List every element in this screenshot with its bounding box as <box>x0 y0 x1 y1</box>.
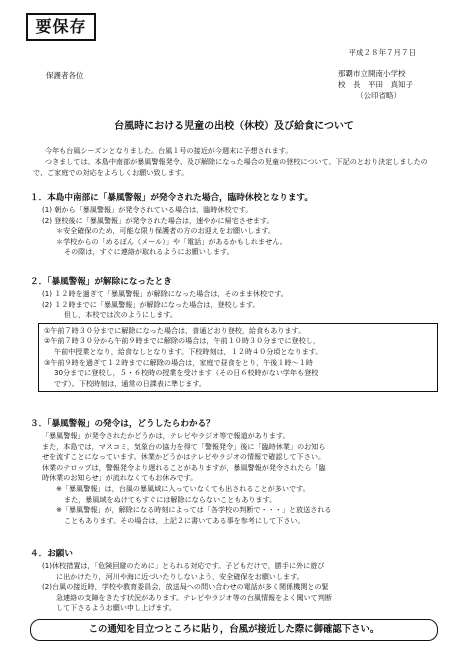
box-line: 30分までに登校し，５・６校時の授業を受けます（その日６校時がない学年も登校 <box>54 368 319 378</box>
section-3-heading: ３．「暴風警報」の発令は，どうしたらわかる？ <box>30 419 215 429</box>
s3-line: 休業のテロップは，警報発令より遅れることがありますが，暴風警報が発令されたら「臨 <box>42 462 326 472</box>
section-3 <box>30 418 440 526</box>
section-2 <box>30 276 440 392</box>
section-1-heading: １．本島中南部に「暴風警報」が発令された場合，臨時休校となります。 <box>30 193 313 203</box>
release-time-box <box>38 323 438 393</box>
box-line: 午前中授業となり，給食なしとなります。下校時刻は，１２時４０分頃となります。 <box>54 346 323 356</box>
s4-line: に出かけたり，河川や海に近づいたりしないよう，安全確保をお願いします。 <box>56 571 304 581</box>
keep-stamp: 要保存 <box>26 13 96 41</box>
s3-line: 「暴風警報」が発令されたかどうかは，テレビやラジオ等で報道があります。 <box>42 431 290 440</box>
principal-name: 校 長 平田 真知子 <box>338 80 413 89</box>
box-line: ②午前７時３０分から午前９時までに解除の場合は，午前１０時３０分までに登校し， <box>44 336 320 346</box>
box-line: ①午前７時３０分までに解除になった場合は，普通どおり登校，給食もあります。 <box>44 325 306 335</box>
s2-item-1: (1) １２時を過ぎて「暴風警報」が解除になった場合は，そのまま休校です。 <box>42 289 288 298</box>
box-line: です）。下校時刻は，通常の日課表に準じます。 <box>54 378 206 388</box>
s1-note: その際は，すぐに連絡が取れるようにお願いします。 <box>64 247 234 257</box>
s3-line: 時休業のお知らせ」が流れなくてもお休みです。 <box>42 473 198 483</box>
s2-item-2: (2) １２時までに「暴風警報」が解除になった場合は，登校します。 <box>42 299 260 309</box>
s3-line: せを流すことになっています。休業かどうかはテレビやラジオの情報で確認して下さい。 <box>42 452 326 462</box>
document-title: 台風時における児童の出校（休校）及び給食について <box>114 121 354 132</box>
s1-item-2: (2) 登校後に「暴風警報」が発令された場合は，速やかに帰宅させます。 <box>42 215 274 225</box>
section-2-heading: ２．「暴風警報」が解除になったとき <box>30 277 172 287</box>
s3-note: ※「暴風警報」は，台風の暴風域に入っていなくても出されることが多いです。 <box>56 483 310 493</box>
recipient: 保護者各位 <box>46 71 84 80</box>
issue-date: 平成２８年７月７日 <box>348 48 416 57</box>
s3-note: こともあります。その場合は，上記２に書いてある事を参考にして下さい。 <box>64 515 305 525</box>
s3-note: また，暴風域をぬけてもすぐには解除にならないこともあります。 <box>64 494 277 504</box>
s1-note: ＊学校からの「めるぽん（メール）」や「電話」があるかもしれません。 <box>56 236 287 246</box>
s4-line: して下さるようお願い申し上げます。 <box>56 603 177 613</box>
s4-line: (2)台風の接近時，学校や教育委員会，放送局への問い合わせの電話が多く関係機関との緊 <box>42 582 329 592</box>
s4-line: (1)休校措置は，「危険回避のために」とられる対応です。子どもだけで，勝手に外に遊び <box>42 561 325 570</box>
s2-item-2-note: 但し，本校では次のようにします。 <box>64 310 177 320</box>
section-1 <box>30 192 440 258</box>
school-name: 那覇市立開南小学校 <box>338 69 406 78</box>
seal-note: （公印省略） <box>356 91 401 100</box>
s3-line: また，本島では，マスコミ，気象台の協力を得て「警報発令」後に「臨時休業」のお知ら <box>42 441 326 451</box>
s3-note: ※「暴風警報」が，解除になる時刻によっては「各学校の判断で・・・」と放送される <box>56 505 332 515</box>
box-line: ③午前９時を過ぎて１２時までに解除の場合は，家庭で昼食をとり，午後１時～１時 <box>44 357 313 367</box>
s1-item-1: (1) 朝から「暴風警報」が発令されている場合は，臨時休校です。 <box>42 205 253 214</box>
footer-notice: この通知を目立つところに貼り，台風が接近した際に御確認下さい。 <box>30 619 438 641</box>
s1-note: ＊安全確保のため，可能な限り保護者の方のお迎えをお願いします。 <box>56 226 276 236</box>
intro-line: 今年も台風シーズンとなりました。台風１号の接近が今週末に予想されます。 <box>45 146 293 155</box>
section-4-heading: ４．お願い <box>30 549 73 559</box>
intro <box>33 145 438 178</box>
section-4 <box>30 548 440 614</box>
intro-line: つきましては、本島中南部が暴風警報発令、及び解除になった場合の児童の登校について、下記のとおり決定しましたので、ご家庭での対応をよろしくお願い致します。 <box>33 157 428 177</box>
s4-line: 急連絡の支障をきたす状況があります。テレビやラジオ等の台風情報をよく聞いて判断 <box>56 592 332 602</box>
sender-block <box>338 68 413 101</box>
